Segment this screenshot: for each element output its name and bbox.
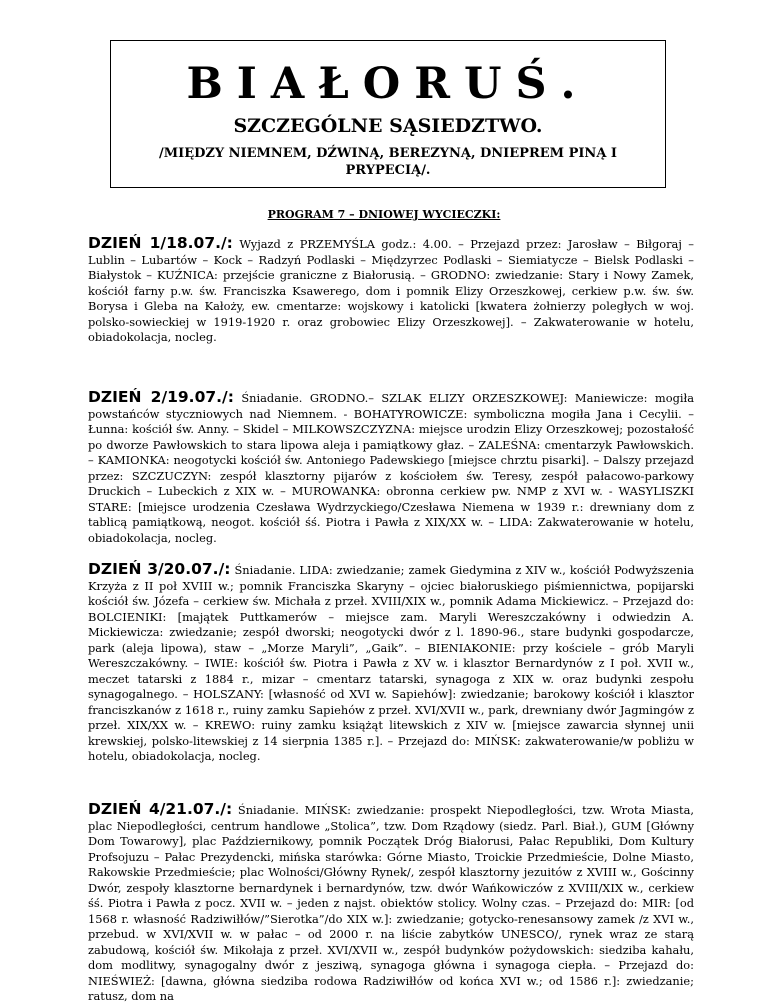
day-4-title: DZIEŃ 4/21.07./: [88, 800, 233, 818]
document-subtitle-rivers: /MIĘDZY NIEMNEM, DŹWINĄ, BEREZYNĄ, DNIEPREM PINĄ I PRYPECIĄ/. [158, 146, 618, 178]
day-2-title: DZIEŃ 2/19.07./: [88, 388, 234, 406]
day-2-section [88, 390, 694, 546]
document-title: BIAŁORUŚ. [186, 59, 590, 109]
day-1-section [88, 236, 694, 346]
title-box [110, 40, 666, 188]
day-3-title: DZIEŃ 3/20.07./: [88, 560, 231, 578]
day-4-section [88, 802, 694, 1005]
day-2-text: Śniadanie. GRODNO.– SZLAK ELIZY ORZESZKOWEJ: Maniewicze: mogiła powstańców styczniowych nad Niemnem. - BOHATYROWICZE: symboliczna mogiła Jana i Cecylii. – Łunna: kościół św. Anny. – Skidel – MILKOWSZCZYZNA: miejsce urodzin Elizy Orzeszkowej; pozostałość po dworze Pawłowskich to stara lipowa aleja i pamiątkowy głaz. – ZALEŚNA: cmentarzyk Pawłowskich. – KAMIONKA: neogotycki kościół św. Antoniego Padewskiego [miejsce chrztu pisarki]. – Dalszy przejazd przez: SZCZUCZYN: zespół klasztorny pijarów z kościołem św. Teresy, zespół pałacowo-parkowy Druckich – Lubeckich z XIX w. – MUROWANKA: obronna cerkiew pw. NMP z XVI w. - WASYLISZKI STARE: [miejsce urodzenia Czesława Wydrzyckiego/Czesława Niemena w 1939 r.: drewniany dom z tablicą pamiątkową, neogot. kościół śś. Piotra i Pawła z XIX/XX w. – LIDA: Zakwaterowanie w hotelu, obiadokolacja, nocleg. [88, 391, 694, 545]
day-4-text: Śniadanie. MIŃSK: zwiedzanie: prospekt Niepodległości, tzw. Wrota Miasta, plac Niepodległości, centrum handlowe „Stolica”, tzw. Dom Rządowy (siedz. Parl. Biał.), GUM [Główny Dom Towarowy], plac Październikowy, pomnik Początek Dróg Białorusi, Pałac Republiki, Dom Kultury Profsojuzu – Pałac Prezydencki, mińska starówka: Górne Miasto, Troickie Przedmieście, Dolne Miasto, Rakowskie Przedmieście; plac Wolności/Główny Rynek/, zespół klasztorny jezuitów z XVIII w., Gościnny Dwór, zespoły klasztorne bernardynek i bernardynów, tzw. dwór Wańkowiczów z XVIII/XIX w., cerkiew śś. Piotra i Pawła z pocz. XVII w. – jeden z najst. obiektów stolicy. Wolny czas. – Przejazd do: MIR: [od 1568 r. własność Radziwiłłów/”Sierotka”/do XIX w.]: zwiedzanie; gotycko-renesansowy zamek /z XVI w., przebud. w XVI/XVII w. w pałac – od 2000 r. na liście zabytków UNESCO/, rynek wraz ze starą zabudową, kościół św. Mikołaja z przeł. XVI/XVII w., zespół budynków pożydowskich: siedziba kahału, dom modlitwy, synagogalny dwór z jesziwą, synagoga główna i synagoga ciepła. – Przejazd do: NIEŚWIEŻ: [dawna, główna siedziba rodowa Radziwiłłów od końca XVI w.; od 1586 r.]: zwiedzanie; ratusz, dom na [88, 803, 694, 1003]
day-1-title: DZIEŃ 1/18.07./: [88, 234, 233, 252]
day-3-text: Śniadanie. LIDA: zwiedzanie; zamek Giedymina z XIV w., kościół Podwyższenia Krzyża z II poł XVIII w.; pomnik Franciszka Skaryny – ojciec białoruskiego piśmiennictwa, popijarski kościół św. Józefa – cerkiew św. Michała z przeł. XVIII/XIX w., pomnik Adama Mickiewicz. – Przejazd do: BOLCIENIKI: [majątek Puttkamerów – miejsce zam. Maryli Wereszczakówny i odwiedzin A. Mickiewicza: zwiedzanie; zespół dworski; neogotycki dwór z l. 1890-96., stare budynki gospodarcze, park (aleja lipowa), staw – „Morze Maryli”, „Gaik”. – BIENIAKONIE: przy kościele – grób Maryli Wereszczakówny. – IWIE: kościół św. Piotra i Pawła z XV w. i klasztor Bernardynów z I poł. XVII w., meczet tatarski z 1884 r., mizar – cmentarz tatarski, synagoga z XIX w. oraz budynki zespołu synagogalnego. – HOLSZANY: [własność od XVI w. Sapiehów]: zwiedzanie; barokowy kościół i klasztor franciszkanów z 1618 r., ruiny zamku Sapiehów z przeł. XVI/XVII w., park, drewniany dwór Jagmingów z przeł. XIX/XX w. – KREWO: ruiny zamku książąt litewskich z XIV w. [miejsce zawarcia słynnej unii krewskiej, polsko-litewskiej z 14 sierpnia 1385 r.]. – Przejazd do: MIŃSK: zakwaterowanie/w pobliżu w hotelu, obiadokolacja, nocleg. [88, 563, 694, 763]
document-subtitle: SZCZEGÓLNE SĄSIEDZTWO. [233, 115, 543, 137]
day-1-text: Wyjazd z PRZEMYŚLA godz.: 4.00. – Przejazd przez: Jarosław – Biłgoraj – Lublin – Lubartów – Kock – Radzyń Podlaski – Międzyrzec Podlaski – Siemiatycze – Bielsk Podlaski – Białystok – KUŹNICA: przejście graniczne z Białorusią. – GRODNO: zwiedzanie: Stary i Nowy Zamek, kościół farny p.w. św. Franciszka Ksawerego, dom i pomnik Elizy Orzeszkowej, cerkiew p.w. św. św. Borysa i Gleba na Kałoży, ew. cmentarze: wojskowy i katolicki [kwatera żołnierzy poległych w woj. polsko-sowieckiej w 1919-1920 r. oraz grobowiec Elizy Orzeszkowej]. – Zakwaterowanie w hotelu, obiadokolacja, nocleg. [88, 237, 694, 344]
program-heading: PROGRAM 7 – DNIOWEJ WYCIECZKI: [267, 208, 501, 221]
day-3-section [88, 562, 694, 765]
